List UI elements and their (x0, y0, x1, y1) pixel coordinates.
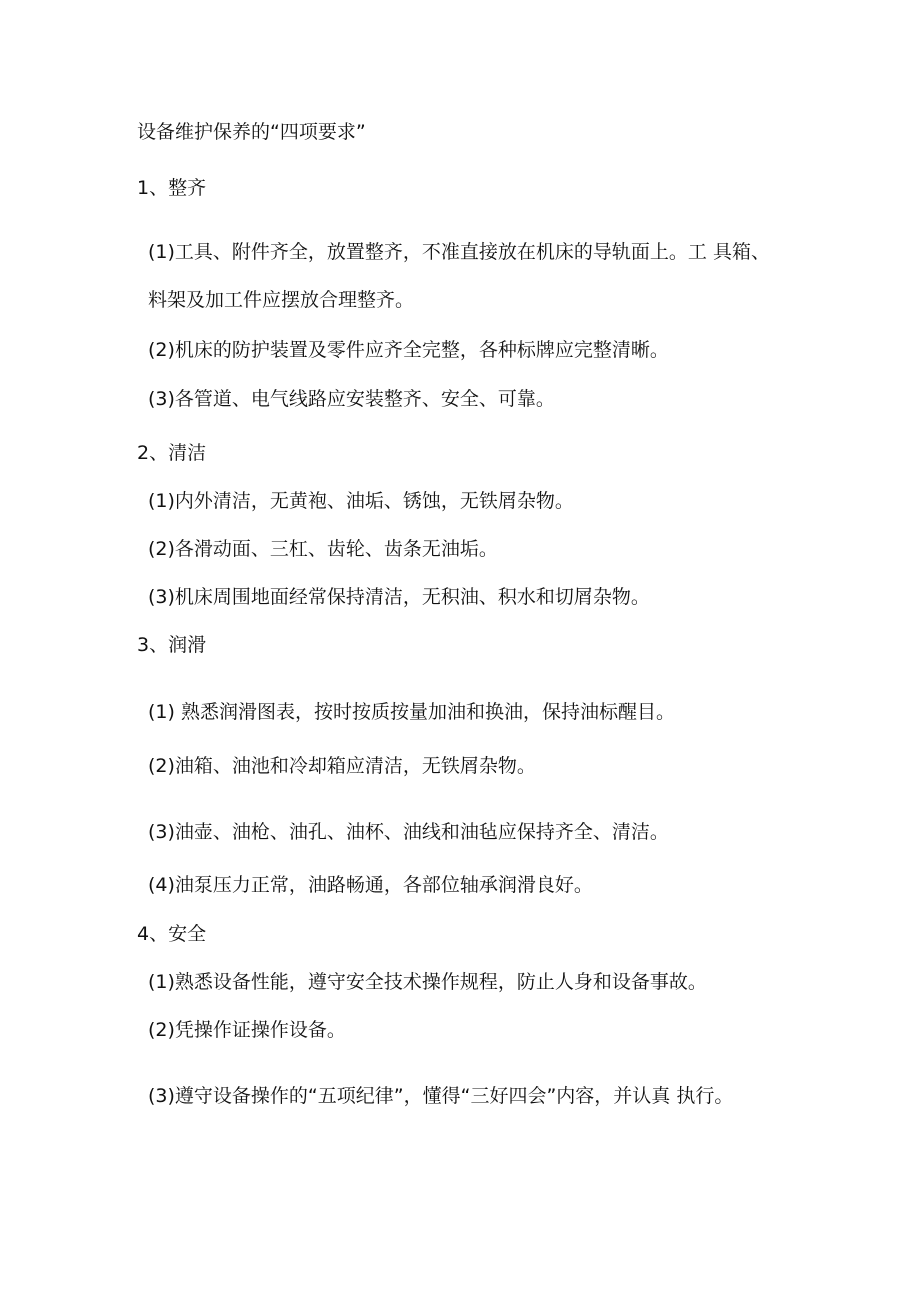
section-1-item-1: (1)工具、附件齐全，放置整齐，不准直接放在机床的导轨面上。工 具箱、料架及加工件应摆放合理整齐。 (148, 241, 770, 311)
section-1-item-2: (2)机床的防护装置及零件应齐全完整，各种标牌应完整清晰。 (148, 339, 669, 361)
section-heading-2: 2、清洁 (137, 442, 207, 464)
section-2-item-3: (3)机床周围地面经常保持清洁，无积油、积水和切屑杂物。 (148, 586, 650, 608)
section-heading-1: 1、整齐 (137, 177, 207, 199)
section-4-item-3: (3)遵守设备操作的“五项纪律”，懂得“三好四会”内容，并认真 执行。 (148, 1085, 734, 1107)
section-3-item-4: (4)油泵压力正常，油路畅通，各部位轴承润滑良好。 (148, 874, 593, 896)
document-title: 设备维护保养的“四项要求” (137, 121, 366, 143)
section-2-item-2: (2)各滑动面、三杠、齿轮、齿条无油垢。 (148, 538, 498, 560)
section-4-item-1: (1)熟悉设备性能，遵守安全技术操作规程，防止人身和设备事故。 (148, 971, 707, 993)
section-3-item-1: (1) 熟悉润滑图表，按时按质按量加油和换油，保持油标醒目。 (148, 701, 675, 723)
section-4-item-2: (2)凭操作证操作设备。 (148, 1019, 346, 1041)
section-3-item-2: (2)油箱、油池和冷却箱应清洁，无铁屑杂物。 (148, 755, 536, 777)
section-heading-3: 3、润滑 (137, 634, 207, 656)
section-3-item-3: (3)油壶、油枪、油孔、油杯、油线和油毡应保持齐全、清洁。 (148, 821, 669, 843)
section-2-item-1: (1)内外清洁，无黄袍、油垢、锈蚀，无铁屑杂物。 (148, 490, 574, 512)
section-heading-4: 4、安全 (137, 923, 207, 945)
section-1-item-3: (3)各管道、电气线路应安装整齐、安全、可靠。 (148, 388, 555, 410)
